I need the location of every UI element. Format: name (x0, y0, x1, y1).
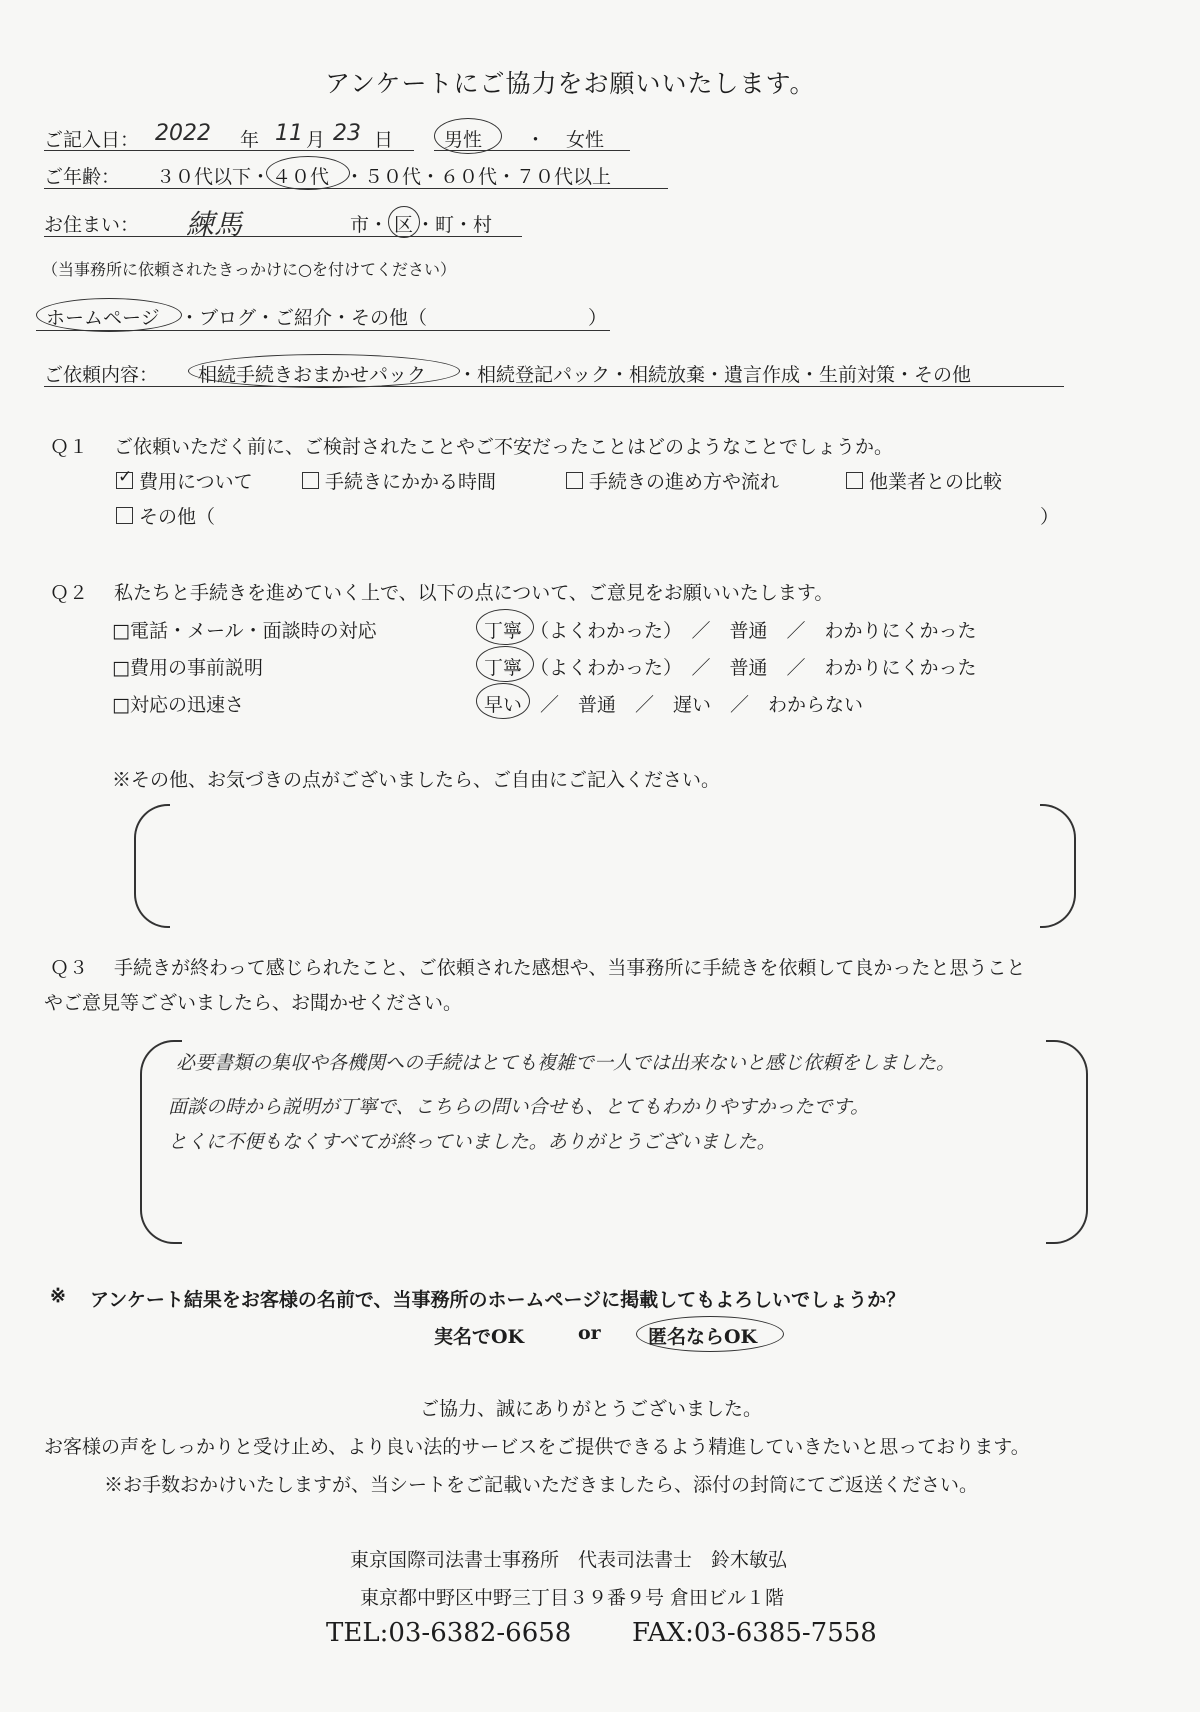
request-omakase[interactable]: 相続手続きおまかせパック (198, 364, 427, 386)
checkbox-checked-icon[interactable] (116, 472, 133, 489)
q3-answer-line[interactable]: とくに不便もなくすべてが終っていました。ありがとうございました。 (168, 1131, 776, 1153)
q1-option-process[interactable]: 手続きの進め方や流れ (566, 467, 779, 494)
q2-row-label: □費用の事前説明 (112, 657, 263, 679)
q1-option-other[interactable]: その他（ (116, 502, 215, 529)
residence-label: お住まい： (44, 214, 140, 236)
age-label: ご年齢： (44, 166, 121, 188)
q1-option-time[interactable]: 手続きにかかる時間 (302, 467, 496, 494)
residence-town-village[interactable]: ・町・村 (416, 214, 493, 236)
q2-row-choice-circle (476, 646, 534, 682)
trigger-close: ） (588, 307, 608, 329)
date-month[interactable]: 11 (275, 121, 303, 146)
q2-row-label: □対応の迅速さ (112, 694, 244, 716)
trigger-underline (36, 330, 610, 331)
q2-row-choice[interactable]: 丁寧 (484, 657, 523, 679)
year-unit: 年 (240, 129, 260, 151)
q1-option-cost[interactable]: ✓費用について (116, 467, 253, 494)
q1-other-close: ） (1040, 506, 1060, 528)
closing-message: お客様の声をしっかりと受け止め、より良い法的サービスをご提供できるよう精進していきたいと思っております。 (44, 1436, 1030, 1458)
q2-comment-box-left (134, 804, 170, 928)
residence-underline (44, 236, 522, 237)
month-unit: 月 (306, 129, 326, 151)
q2-row-choice[interactable]: 早い (484, 694, 523, 716)
gender-underline (434, 150, 630, 151)
page-title: アンケートにご協力をお願いいたします。 (325, 69, 816, 98)
age-40s[interactable]: ４０代 (272, 166, 330, 188)
publish-anonymous[interactable]: 匿名ならOK (648, 1326, 758, 1348)
request-label: ご依頼内容： (44, 364, 159, 386)
gender-separator: ・ (526, 129, 546, 151)
gender-male[interactable]: 男性 (444, 129, 483, 151)
date-year[interactable]: 2022 (155, 121, 211, 146)
trigger-homepage-circle (36, 298, 182, 332)
office-address: 東京都中野区中野三丁目３９番９号 倉田ビル１階 (360, 1587, 785, 1609)
date-label: ご記入日： (44, 129, 140, 151)
q1-option-compare[interactable]: 他業者との比較 (846, 467, 1002, 494)
q3-answer-box-right (1046, 1040, 1088, 1244)
publish-question: アンケート結果をお客様の名前で、当事務所のホームページに掲載してもよろしいでしょうか？ (90, 1289, 906, 1311)
q2-comment-box-right (1040, 804, 1076, 928)
q2-comment-note: ※その他、お気づきの点がございましたら、ご自由にご記入ください。 (112, 769, 721, 791)
date-underline (44, 150, 414, 151)
checkbox-icon[interactable] (566, 472, 583, 489)
q3-answer-line[interactable]: 面談の時から説明が丁寧で、こちらの問い合せも、とてもわかりやすかったです。 (168, 1096, 870, 1118)
closing-return-note: ※お手数おかけいたしますが、当シートをご記載いただきましたら、添付の封筒にてご返送ください。 (104, 1474, 979, 1496)
residence-value[interactable]: 練馬 (186, 208, 243, 241)
age-40s-circle (266, 156, 350, 190)
trigger-note: （当事務所に依頼されたきっかけに○を付けてください） (42, 260, 456, 279)
publish-real-name[interactable]: 実名でOK (434, 1326, 525, 1348)
request-omakase-circle (188, 354, 460, 388)
age-30-below[interactable]: ３０代以下・ (156, 166, 271, 188)
q3-question-line1: 手続きが終わって感じられたこと、ご依頼された感想や、当事務所に手続きを依頼して良かったと思うこと (114, 957, 1026, 979)
q2-row-rest[interactable]: （よくわかった） ／ 普通 ／ わかりにくかった (530, 620, 977, 642)
q2-question: 私たちと手続きを進めていく上で、以下の点について、ご意見をお願いいたします。 (114, 582, 834, 604)
q2-row-choice[interactable]: 丁寧 (484, 620, 523, 642)
q3-question-line2: やご意見等ございましたら、お聞かせください。 (44, 992, 463, 1014)
q2-row-choice-circle (476, 609, 534, 645)
request-underline (44, 386, 1064, 387)
trigger-homepage[interactable]: ホームページ (46, 307, 160, 329)
residence-ward[interactable]: 区 (394, 214, 414, 236)
publish-anonymous-circle (636, 1316, 784, 1352)
publish-or: or (578, 1322, 601, 1344)
gender-male-circle (434, 118, 502, 154)
q2-row-label: □電話・メール・面談時の対応 (112, 620, 377, 642)
q3-number: Ｑ３ (50, 957, 89, 979)
q2-row-choice-circle (476, 683, 530, 719)
checkbox-icon[interactable] (846, 472, 863, 489)
office-tel: TEL:03-6382-6658 (326, 1618, 572, 1648)
q3-answer-line[interactable]: 必要書類の集収や各機関への手続はとても複雑で一人では出来ないと感じ依頼をしました。 (176, 1052, 956, 1074)
office-fax: FAX:03-6385-7558 (632, 1618, 877, 1648)
q2-row-rest[interactable]: ／ 普通 ／ 遅い ／ わからない (540, 694, 864, 716)
age-underline (44, 188, 668, 189)
q2-row-rest[interactable]: （よくわかった） ／ 普通 ／ わかりにくかった (530, 657, 977, 679)
q1-question: ご依頼いただく前に、ご検討されたことやご不安だったことはどのようなことでしょうか。 (114, 436, 894, 458)
trigger-others[interactable]: ・ブログ・ご紹介・その他（ (180, 307, 428, 329)
closing-thanks: ご協力、誠にありがとうございました。 (420, 1398, 763, 1420)
day-unit: 日 (374, 129, 394, 151)
request-others[interactable]: ・相続登記パック・相続放棄・遺言作成・生前対策・その他 (458, 364, 972, 386)
office-name: 東京国際司法書士事務所 代表司法書士 鈴木敏弘 (350, 1549, 788, 1571)
age-others[interactable]: ・５０代・６０代・７０代以上 (345, 166, 612, 188)
gender-female[interactable]: 女性 (566, 129, 605, 151)
checkbox-icon[interactable] (302, 472, 319, 489)
publish-mark: ※ (50, 1285, 66, 1307)
residence-city[interactable]: 市・ (350, 214, 389, 236)
date-day[interactable]: 23 (333, 121, 361, 146)
q2-number: Ｑ２ (50, 582, 89, 604)
checkbox-icon[interactable] (116, 507, 133, 524)
q1-number: Ｑ１ (50, 436, 89, 458)
